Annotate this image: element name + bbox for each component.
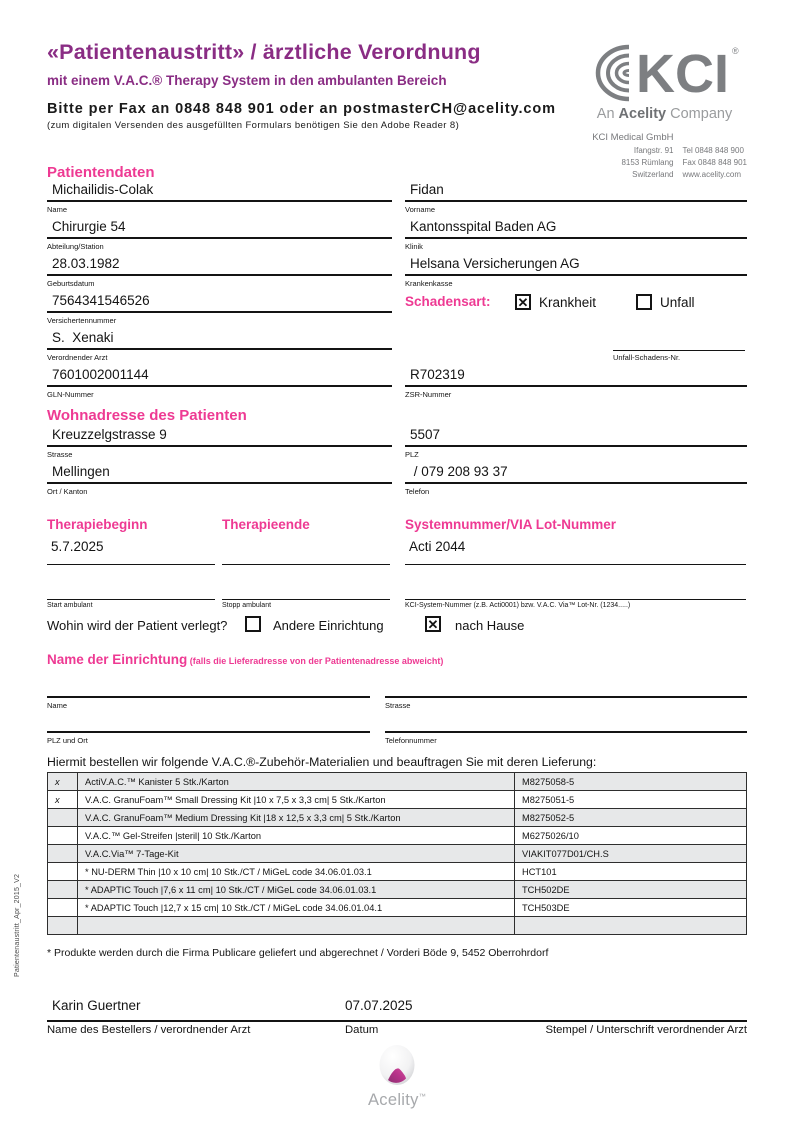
versichertennummer-label: Versichertennummer <box>47 315 117 325</box>
andere-einrichtung-label: Andere Einrichtung <box>273 618 384 633</box>
verordnender-arzt-label: Verordnender Arzt <box>47 352 108 362</box>
einrichtung-telefon-label: Telefonnummer <box>385 735 437 745</box>
order-code-cell: M8275051-5 <box>515 791 747 809</box>
field-telefon <box>405 464 747 501</box>
transfer-question: Wohin wird der Patient verlegt? <box>47 618 228 633</box>
order-description-cell: V.A.C. GranuFoam™ Medium Dressing Kit |18 x 12,5 x 3,3 cm| 5 Stk./Karton <box>78 809 515 827</box>
section-heading-patientendaten: Patientendaten <box>47 164 155 181</box>
brand-street: Ifangstr. 91 <box>633 146 674 156</box>
order-description-cell: V.A.C.Via™ 7-Tage-Kit <box>78 845 515 863</box>
order-code-cell: VIAKIT077D01/CH.S <box>515 845 747 863</box>
datum-label: Datum <box>345 1024 379 1036</box>
order-intro-text: Hiermit bestellen wir folgende V.A.C.®-Zubehör-Materialien und beauftragen Sie mit deren Lieferung: <box>47 755 597 769</box>
order-code-cell: TCH503DE <box>515 899 747 917</box>
schadensart-label: Schadensart: <box>405 294 491 309</box>
stopp-ambulant-label: Stopp ambulant <box>222 602 272 609</box>
order-code-cell: M8275052-5 <box>515 809 747 827</box>
order-description-cell: * NU-DERM Thin |10 x 10 cm| 10 Stk./CT / MiGeL code 34.06.01.03.1 <box>78 863 515 881</box>
einrichtung-strasse-label: Strasse <box>385 700 411 710</box>
telefon-value[interactable]: / 079 208 93 37 <box>405 464 747 484</box>
tagline-an: An <box>596 106 619 122</box>
start-ambulant-line[interactable] <box>47 599 215 600</box>
besteller-name-value[interactable]: Karin Guertner <box>52 998 141 1013</box>
andere-einrichtung-checkbox[interactable] <box>245 616 261 632</box>
brand-fax: Fax 0848 848 901 <box>682 158 747 168</box>
unfall-schadens-nr-line[interactable] <box>613 350 745 351</box>
tagline-company: Company <box>666 106 733 122</box>
plz-value[interactable]: 5507 <box>405 427 747 447</box>
unfall-checkbox[interactable] <box>636 294 652 310</box>
telefon-label: Telefon <box>405 486 430 496</box>
order-row <box>48 863 747 881</box>
brand-address-column <box>592 131 673 181</box>
address-fields-grid <box>47 427 747 501</box>
signature-line[interactable] <box>47 1020 747 1022</box>
order-row <box>48 899 747 917</box>
krankenkasse-value[interactable]: Helsana Versicherungen AG <box>405 256 747 276</box>
order-row <box>48 845 747 863</box>
acelity-tagline <box>597 106 732 122</box>
schadensart-row <box>405 293 747 330</box>
order-description-cell: * ADAPTIC Touch |7,6 x 11 cm| 10 Stk./CT / MiGeL code 34.06.01.03.1 <box>78 881 515 899</box>
datum-value[interactable]: 07.07.2025 <box>345 998 413 1013</box>
field-vorname <box>405 182 747 219</box>
form-title: «Patientenaustritt» / ärztliche Verordnung <box>47 40 481 64</box>
einrichtung-name-label: Name <box>47 700 68 710</box>
field-zsr-nummer <box>405 367 747 404</box>
field-einrichtung-strasse <box>385 674 747 709</box>
order-row <box>48 773 747 791</box>
acelity-sphere-icon <box>377 1044 417 1088</box>
einrichtung-telefon-value[interactable] <box>385 709 747 733</box>
document-version-vertical-text: Patientenaustritt_Apr_2015_V2 <box>14 873 21 977</box>
therapiebeginn-value[interactable]: 5.7.2025 <box>51 539 104 554</box>
order-row <box>48 809 747 827</box>
acelity-tm: ™ <box>418 1093 426 1101</box>
field-unfall-schadens-nr <box>405 330 747 367</box>
order-code-cell: M6275026/10 <box>515 827 747 845</box>
order-checkbox-cell[interactable]: x <box>48 773 78 791</box>
order-code-cell: TCH502DE <box>515 881 747 899</box>
section-heading-wohnadresse: Wohnadresse des Patienten <box>47 407 247 424</box>
krankheit-label: Krankheit <box>539 294 597 310</box>
brand-company-name: KCI Medical GmbH <box>592 132 674 143</box>
form-header <box>47 40 567 131</box>
order-code-cell: HCT101 <box>515 863 747 881</box>
adobe-reader-note: (zum digitalen Versenden des ausgefüllten Formulars benötigen Sie den Adobe Reader 8) <box>47 120 460 131</box>
therapieende-line[interactable] <box>222 564 390 565</box>
einrichtung-plz-ort-value[interactable] <box>47 709 370 733</box>
field-strasse <box>47 427 392 464</box>
unfall-label: Unfall <box>660 294 695 310</box>
order-checkbox-cell[interactable] <box>48 899 78 917</box>
klinik-label: Klinik <box>405 241 423 251</box>
brand-contact-block <box>582 131 747 181</box>
order-description-cell <box>78 917 515 935</box>
field-name <box>47 182 392 219</box>
abteilung-label: Abteilung/Station <box>47 241 104 251</box>
acelity-footer-logo <box>0 1044 794 1110</box>
name-label: Name <box>47 204 68 214</box>
order-checkbox-cell[interactable] <box>48 845 78 863</box>
brand-block <box>582 42 747 181</box>
einrichtung-name-value[interactable] <box>47 674 370 698</box>
nach-hause-label: nach Hause <box>455 618 525 633</box>
plz-label: PLZ <box>405 449 419 459</box>
tagline-acelity: Acelity <box>618 106 667 122</box>
therapiebeginn-line[interactable] <box>47 564 215 565</box>
geburtsdatum-label: Geburtsdatum <box>47 278 95 288</box>
besteller-name-label: Name des Bestellers / verordnender Arzt <box>47 1024 251 1036</box>
gln-nummer-value[interactable]: 7601002001144 <box>47 367 392 387</box>
zsr-nummer-label: ZSR-Nummer <box>405 389 452 399</box>
section-heading-einrichtung <box>47 652 443 667</box>
patient-fields-grid <box>47 182 747 404</box>
kci-systemnummer-line[interactable] <box>405 599 746 600</box>
field-geburtsdatum <box>47 256 392 293</box>
facility-fields-grid <box>47 674 747 744</box>
versichertennummer-value[interactable]: 7564341546526 <box>47 293 392 313</box>
vorname-value[interactable]: Fidan <box>405 182 747 202</box>
ort-kanton-value[interactable]: Mellingen <box>47 464 392 484</box>
therapy-section <box>47 517 747 642</box>
brand-country: Switzerland <box>632 170 674 180</box>
strasse-label: Strasse <box>47 449 73 459</box>
kci-logo-icon <box>589 42 741 104</box>
field-krankenkasse <box>405 256 747 293</box>
brand-tel: Tel 0848 848 900 <box>682 146 744 156</box>
order-footnote: * Produkte werden durch die Firma Publicare geliefert und abgerechnet / Vorderi Böde 9, 5452 Oberrohrdorf <box>47 947 549 959</box>
acelity-text: Acelity <box>367 1091 419 1109</box>
field-gln-nummer <box>47 367 392 404</box>
vorname-label: Vorname <box>405 204 436 214</box>
einrichtung-heading-note: (falls die Lieferadresse von der Patientenadresse abweicht) <box>187 656 444 666</box>
einrichtung-heading: Name der Einrichtung <box>47 652 188 667</box>
field-abteilung <box>47 219 392 256</box>
systemnummer-heading: Systemnummer/VIA Lot-Nummer <box>405 517 617 532</box>
field-klinik <box>405 219 747 256</box>
field-einrichtung-plz-ort <box>47 709 370 744</box>
order-checkbox-cell[interactable] <box>48 827 78 845</box>
therapiebeginn-heading: Therapiebeginn <box>47 517 148 532</box>
abteilung-value[interactable]: Chirurgie 54 <box>47 219 392 239</box>
field-ort-kanton <box>47 464 392 501</box>
order-row <box>48 881 747 899</box>
ort-kanton-label: Ort / Kanton <box>47 486 88 496</box>
brand-contact-column <box>683 131 748 181</box>
brand-city: 8153 Rümlang <box>621 158 674 168</box>
start-ambulant-label: Start ambulant <box>47 602 93 609</box>
order-table <box>47 772 747 935</box>
order-row <box>48 791 747 809</box>
order-code-cell: M8275058-5 <box>515 773 747 791</box>
field-plz <box>405 427 747 464</box>
stopp-ambulant-line[interactable] <box>222 599 390 600</box>
unfall-schadens-nr-label: Unfall-Schadens-Nr. <box>613 353 681 362</box>
order-checkbox-cell[interactable] <box>48 863 78 881</box>
form-subtitle: mit einem V.A.C.® Therapy System in den ambulanten Bereich <box>47 73 447 88</box>
schadensart-option-krankheit[interactable] <box>515 294 596 310</box>
order-checkbox-cell[interactable] <box>48 917 78 935</box>
order-row <box>48 827 747 845</box>
field-einrichtung-telefon <box>385 709 747 744</box>
gln-nummer-label: GLN-Nummer <box>47 389 94 399</box>
brand-web: www.acelity.com <box>682 170 742 180</box>
einrichtung-strasse-value[interactable] <box>385 674 747 698</box>
systemnummer-value[interactable]: Acti 2044 <box>409 539 466 554</box>
order-description-cell: ActiV.A.C.™ Kanister 5 Stk./Karton <box>78 773 515 791</box>
order-code-cell <box>515 917 747 935</box>
verordnender-arzt-value[interactable]: S. Xenaki <box>47 330 392 350</box>
field-verordnender-arzt <box>47 330 392 367</box>
strasse-value[interactable]: Kreuzzelgstrasse 9 <box>47 427 392 447</box>
order-row <box>48 917 747 935</box>
kci-systemnummer-label: KCI-System-Nummer (z.B. Acti0001) bzw. V.A.C. Via™ Lot-Nr. (1234.....) <box>405 602 631 609</box>
order-checkbox-cell[interactable]: x <box>48 791 78 809</box>
nach-hause-checkbox[interactable]: ✕ <box>425 616 441 632</box>
svg-text:KCI: KCI <box>635 44 729 104</box>
order-checkbox-cell[interactable] <box>48 809 78 827</box>
order-description-cell: * ADAPTIC Touch |12,7 x 15 cm| 10 Stk./CT / MiGeL code 34.06.01.04.1 <box>78 899 515 917</box>
order-description-cell: V.A.C. GranuFoam™ Small Dressing Kit |10 x 7,5 x 3,3 cm| 5 Stk./Karton <box>78 791 515 809</box>
field-versichertennummer <box>47 293 392 330</box>
therapieende-heading: Therapieende <box>222 517 310 532</box>
fax-instruction: Bitte per Fax an 0848 848 901 oder an postmasterCH@acelity.com <box>47 101 556 117</box>
geburtsdatum-value[interactable]: 28.03.1982 <box>47 256 392 276</box>
field-einrichtung-name <box>47 674 370 709</box>
schadensart-option-unfall[interactable] <box>636 294 695 310</box>
name-value[interactable]: Michailidis-Colak <box>47 182 392 202</box>
zsr-nummer-value[interactable]: R702319 <box>405 367 747 387</box>
acelity-footer-wordmark <box>368 1091 426 1110</box>
krankenkasse-label: Krankenkasse <box>405 278 453 288</box>
klinik-value[interactable]: Kantonsspital Baden AG <box>405 219 747 239</box>
order-description-cell: V.A.C.™ Gel-Streifen |steril| 10 Stk./Karton <box>78 827 515 845</box>
svg-text:®: ® <box>731 46 739 56</box>
einrichtung-plz-ort-label: PLZ und Ort <box>47 735 88 745</box>
systemnummer-line[interactable] <box>405 564 746 565</box>
order-checkbox-cell[interactable] <box>48 881 78 899</box>
stempel-label: Stempel / Unterschrift verordnender Arzt <box>545 1024 747 1036</box>
krankheit-checkbox[interactable]: ✕ <box>515 294 531 310</box>
